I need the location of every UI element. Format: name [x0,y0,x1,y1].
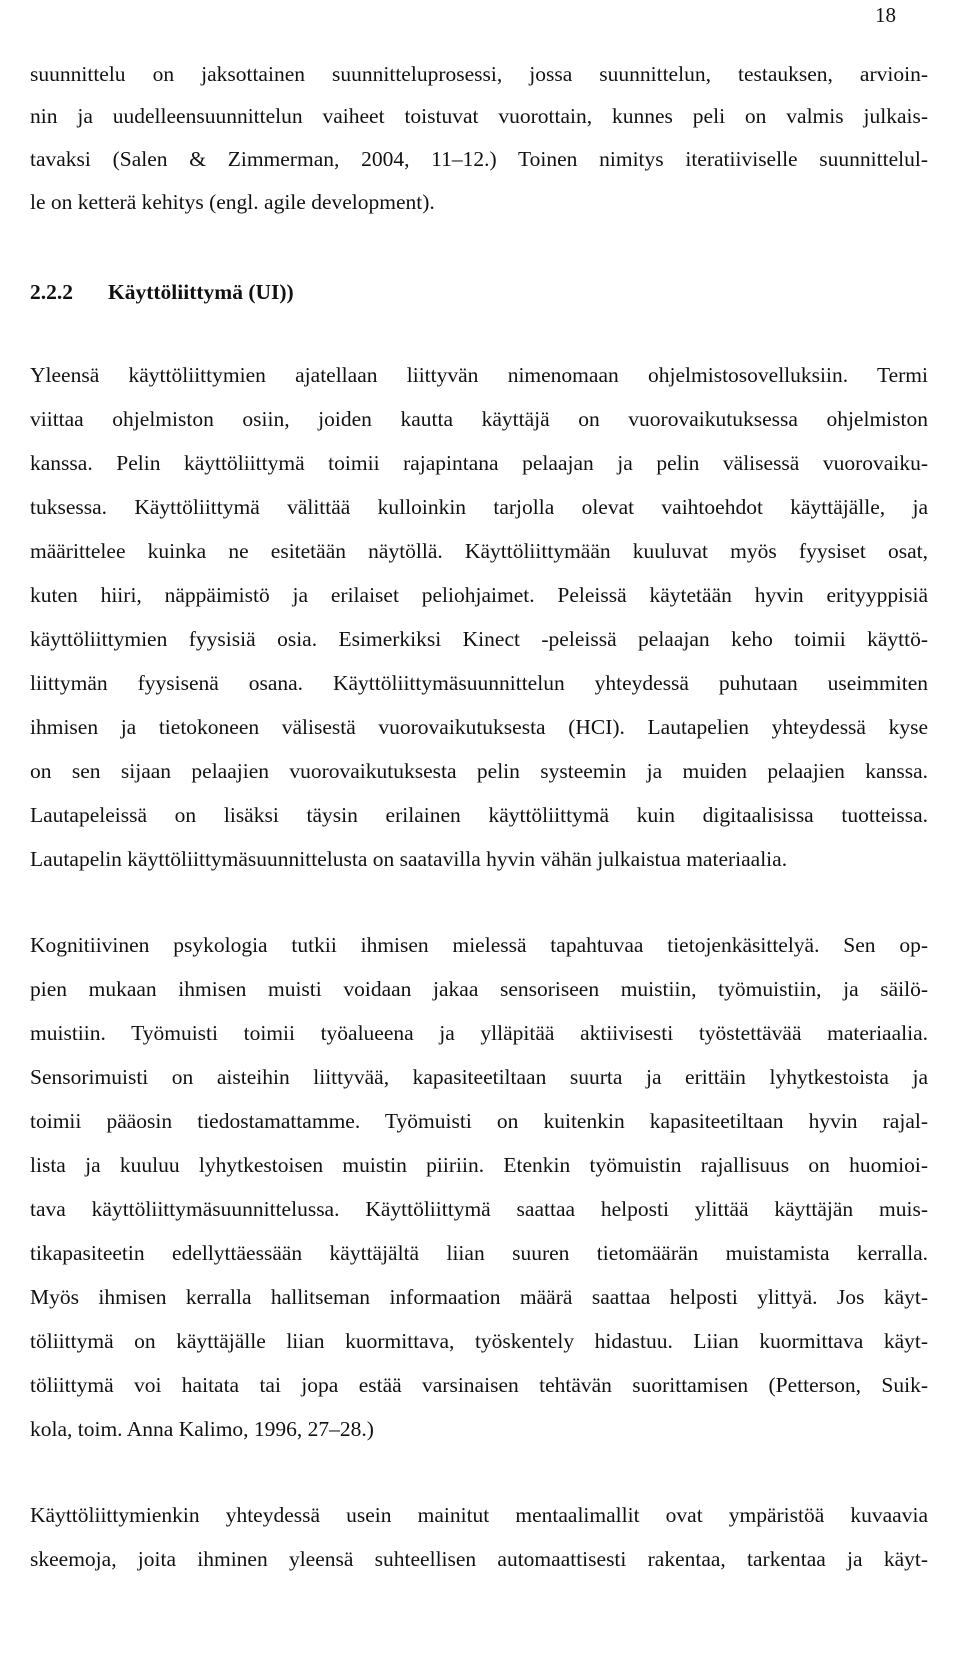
text-line: Sensorimuisti on aisteihin liittyvää, kapasiteetiltaan suurta ja erittäin lyhytkestoista ja [30,1065,928,1089]
text-line: suunnittelu on jaksottainen suunnitteluprosessi, jossa suunnittelun, testauksen, arvioin- [30,62,928,86]
text-line: tava käyttöliittymäsuunnittelussa. Käyttöliittymä saattaa helposti ylittää käyttäjän muis- [30,1197,928,1221]
page-number: 18 [875,3,896,27]
text-line: liittymän fyysisenä osana. Käyttöliittymäsuunnittelun yhteydessä puhutaan useimmiten [30,671,928,695]
text-line: tikapasiteetin edellyttäessään käyttäjältä liian suuren tietomäärän muistamista kerralla. [30,1241,928,1265]
text-line: skeemoja, joita ihminen yleensä suhteellisen automaattisesti rakentaa, tarkentaa ja käyt- [30,1547,928,1571]
text-line: Yleensä käyttöliittymien ajatellaan liittyvän nimenomaan ohjelmistosovelluksiin. Termi [30,363,928,387]
text-line: viittaa ohjelmiston osiin, joiden kautta käyttäjä on vuorovaikutuksessa ohjelmiston [30,407,928,431]
text-line: käyttöliittymien fyysisiä osia. Esimerkiksi Kinect -peleissä pelaajan keho toimii käyttö- [30,627,928,651]
text-line: tuksessa. Käyttöliittymä välittää kulloinkin tarjolla olevat vaihtoehdot käyttäjälle, ja [30,495,928,519]
text-line: kola, toim. Anna Kalimo, 1996, 27–28.) [30,1417,374,1441]
text-line: Kognitiivinen psykologia tutkii ihmisen mielessä tapahtuvaa tietojenkäsittelyä. Sen op- [30,933,928,957]
text-line: Lautapelin käyttöliittymäsuunnittelusta on saatavilla hyvin vähän julkaistua materiaalia. [30,847,788,871]
text-line: on sen sijaan pelaajien vuorovaikutuksesta pelin systeemin ja muiden pelaajien kanssa. [30,759,928,783]
text-line: määrittelee kuinka ne esitetään näytöllä. Käyttöliittymään kuuluvat myös fyysiset osat, [30,539,928,563]
section-heading [30,279,294,305]
section-title: Käyttöliittymä (UI)) [108,280,294,304]
text-line: muistiin. Työmuisti toimii työalueena ja ylläpitää aktiivisesti työstettävää materiaalia. [30,1021,928,1045]
text-line: töliittymä on käyttäjälle liian kuormittava, työskentely hidastuu. Liian kuormittava käyt- [30,1329,928,1353]
text-line: kuten hiiri, näppäimistö ja erilaiset peliohjaimet. Peleissä käytetään hyvin erityyppisiä [30,583,928,607]
text-line: ihmisen ja tietokoneen välisestä vuorovaikutuksesta (HCI). Lautapelien yhteydessä kyse [30,715,928,739]
text-line: Käyttöliittymienkin yhteydessä usein mainitut mentaalimallit ovat ympäristöä kuvaavia [30,1503,928,1527]
text-line: Lautapeleissä on lisäksi täysin erilainen käyttöliittymä kuin digitaalisissa tuotteissa. [30,803,928,827]
text-line: tavaksi (Salen & Zimmerman, 2004, 11–12.) Toinen nimitys iteratiiviselle suunnittelul- [30,147,928,171]
text-line: le on ketterä kehitys (engl. agile development). [30,190,435,214]
text-line: nin ja uudelleensuunnittelun vaiheet toistuvat vuorottain, kunnes peli on valmis julkais- [30,104,928,128]
text-line: pien mukaan ihmisen muisti voidaan jakaa sensoriseen muistiin, työmuistiin, ja säilö- [30,977,928,1001]
text-line: Myös ihmisen kerralla hallitseman informaation määrä saattaa helposti ylittyä. Jos käyt- [30,1285,928,1309]
text-line: töliittymä voi haitata tai jopa estää varsinaisen tehtävän suorittamisen (Petterson, Suik- [30,1373,928,1397]
text-line: toimii pääosin tiedostamattamme. Työmuisti on kuitenkin kapasiteetiltaan hyvin rajal- [30,1109,928,1133]
text-line: lista ja kuuluu lyhytkestoisen muistin piiriin. Etenkin työmuistin rajallisuus on huomioi- [30,1153,928,1177]
text-line: kanssa. Pelin käyttöliittymä toimii rajapintana pelaajan ja pelin välisessä vuorovaiku- [30,451,928,475]
section-number: 2.2.2 [30,280,73,304]
